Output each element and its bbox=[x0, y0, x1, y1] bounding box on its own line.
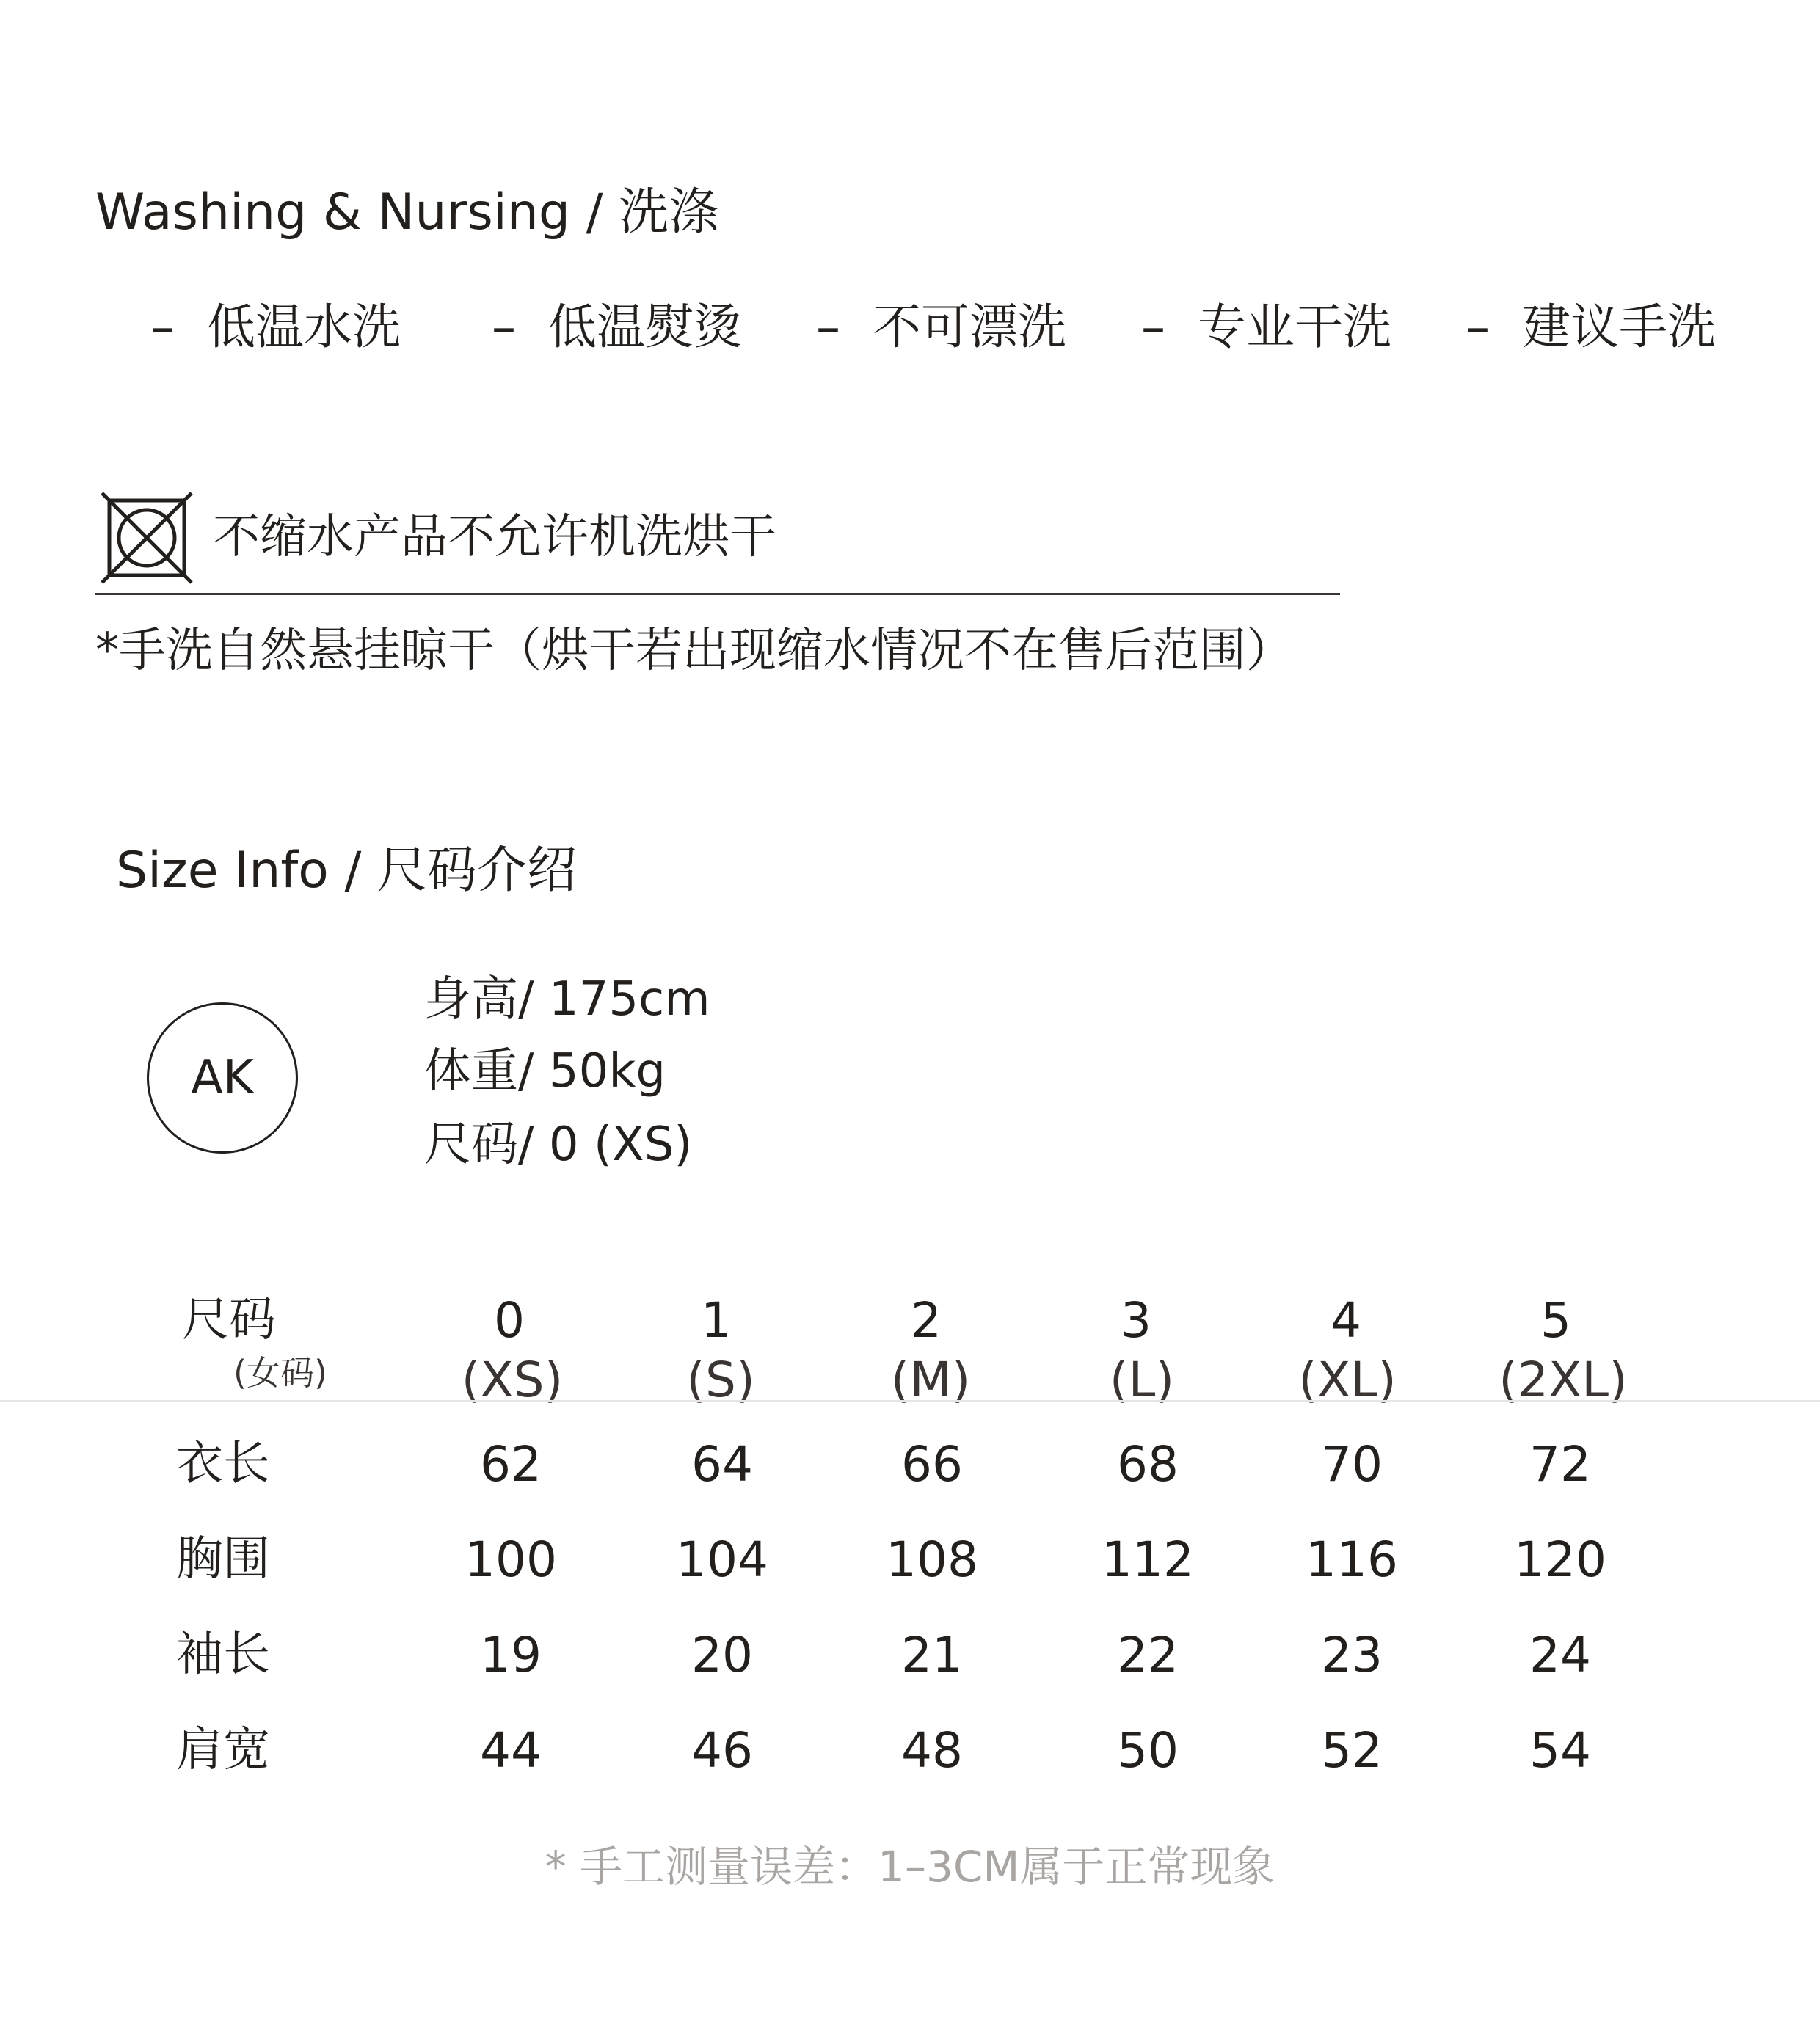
row-label: 袖长 bbox=[176, 1628, 270, 1682]
care-item-no-bleach: – 不可漂洗 bbox=[816, 299, 1066, 355]
column-label: (L) bbox=[1109, 1352, 1175, 1408]
washing-section-title: Washing & Nursing / 洗涤 bbox=[95, 183, 719, 241]
table-cell: 70 bbox=[1321, 1436, 1383, 1493]
divider bbox=[95, 593, 1340, 595]
column-size: 5 bbox=[1540, 1292, 1571, 1349]
care-item-low-temp-wash: – 低温水洗 bbox=[150, 299, 401, 355]
table-cell: 112 bbox=[1102, 1531, 1194, 1588]
table-cell: 68 bbox=[1117, 1436, 1179, 1493]
column-size: 3 bbox=[1121, 1292, 1151, 1349]
table-cell: 120 bbox=[1514, 1531, 1606, 1588]
hang-dry-note: *手洗自然悬挂晾干（烘干若出现缩水情况不在售后范围） bbox=[95, 624, 1293, 678]
no-machine-dry-note: 不缩水产品不允许机洗烘干 bbox=[213, 510, 776, 564]
table-cell: 23 bbox=[1321, 1627, 1383, 1683]
table-cell: 66 bbox=[901, 1436, 963, 1493]
table-cell: 48 bbox=[901, 1722, 963, 1779]
table-cell: 104 bbox=[676, 1531, 768, 1588]
model-weight: 体重/ 50kg bbox=[424, 1044, 666, 1098]
table-cell: 20 bbox=[691, 1627, 753, 1683]
table-cell: 54 bbox=[1529, 1722, 1591, 1779]
do-not-tumble-dry-icon bbox=[101, 492, 193, 584]
table-cell: 21 bbox=[901, 1627, 963, 1683]
care-item-hand-wash: – 建议手洗 bbox=[1466, 299, 1716, 355]
table-cell: 22 bbox=[1117, 1627, 1179, 1683]
care-item-dry-clean: – 专业干洗 bbox=[1141, 299, 1391, 355]
column-size: 4 bbox=[1331, 1292, 1361, 1349]
row-label: 肩宽 bbox=[176, 1723, 270, 1777]
table-cell: 62 bbox=[480, 1436, 542, 1493]
model-height: 身高/ 175cm bbox=[424, 972, 710, 1027]
table-cell: 116 bbox=[1306, 1531, 1398, 1588]
table-cell: 108 bbox=[886, 1531, 978, 1588]
column-size: 0 bbox=[494, 1292, 525, 1349]
column-size: 1 bbox=[701, 1292, 732, 1349]
model-size: 尺码/ 0 (XS) bbox=[424, 1118, 693, 1172]
table-cell: 52 bbox=[1321, 1722, 1383, 1779]
table-cell: 64 bbox=[691, 1436, 753, 1493]
table-header-divider bbox=[0, 1400, 1820, 1402]
table-cell: 44 bbox=[480, 1722, 542, 1779]
table-cell: 72 bbox=[1529, 1436, 1591, 1493]
table-cell: 46 bbox=[691, 1722, 753, 1779]
column-size: 2 bbox=[911, 1292, 942, 1349]
table-cell: 24 bbox=[1529, 1627, 1591, 1683]
size-section-title: Size Info / 尺码介绍 bbox=[116, 842, 578, 900]
table-header-sub: (女码) bbox=[233, 1353, 327, 1393]
column-label: (S) bbox=[686, 1352, 755, 1408]
table-header-label: 尺码 bbox=[182, 1293, 276, 1347]
care-item-low-temp-iron: – 低温熨烫 bbox=[492, 299, 742, 355]
row-label: 胸围 bbox=[176, 1532, 270, 1586]
table-cell: 50 bbox=[1117, 1722, 1179, 1779]
column-label: (XS) bbox=[461, 1352, 564, 1408]
model-avatar: AK bbox=[147, 1002, 298, 1154]
row-label: 衣长 bbox=[176, 1437, 270, 1491]
column-label: (XL) bbox=[1298, 1352, 1397, 1408]
table-cell: 19 bbox=[480, 1627, 542, 1683]
column-label: (2XL) bbox=[1499, 1352, 1628, 1408]
measurement-footnote: * 手工测量误差：1–3CM属于正常现象 bbox=[545, 1842, 1275, 1892]
table-cell: 100 bbox=[465, 1531, 557, 1588]
column-label: (M) bbox=[890, 1352, 971, 1408]
